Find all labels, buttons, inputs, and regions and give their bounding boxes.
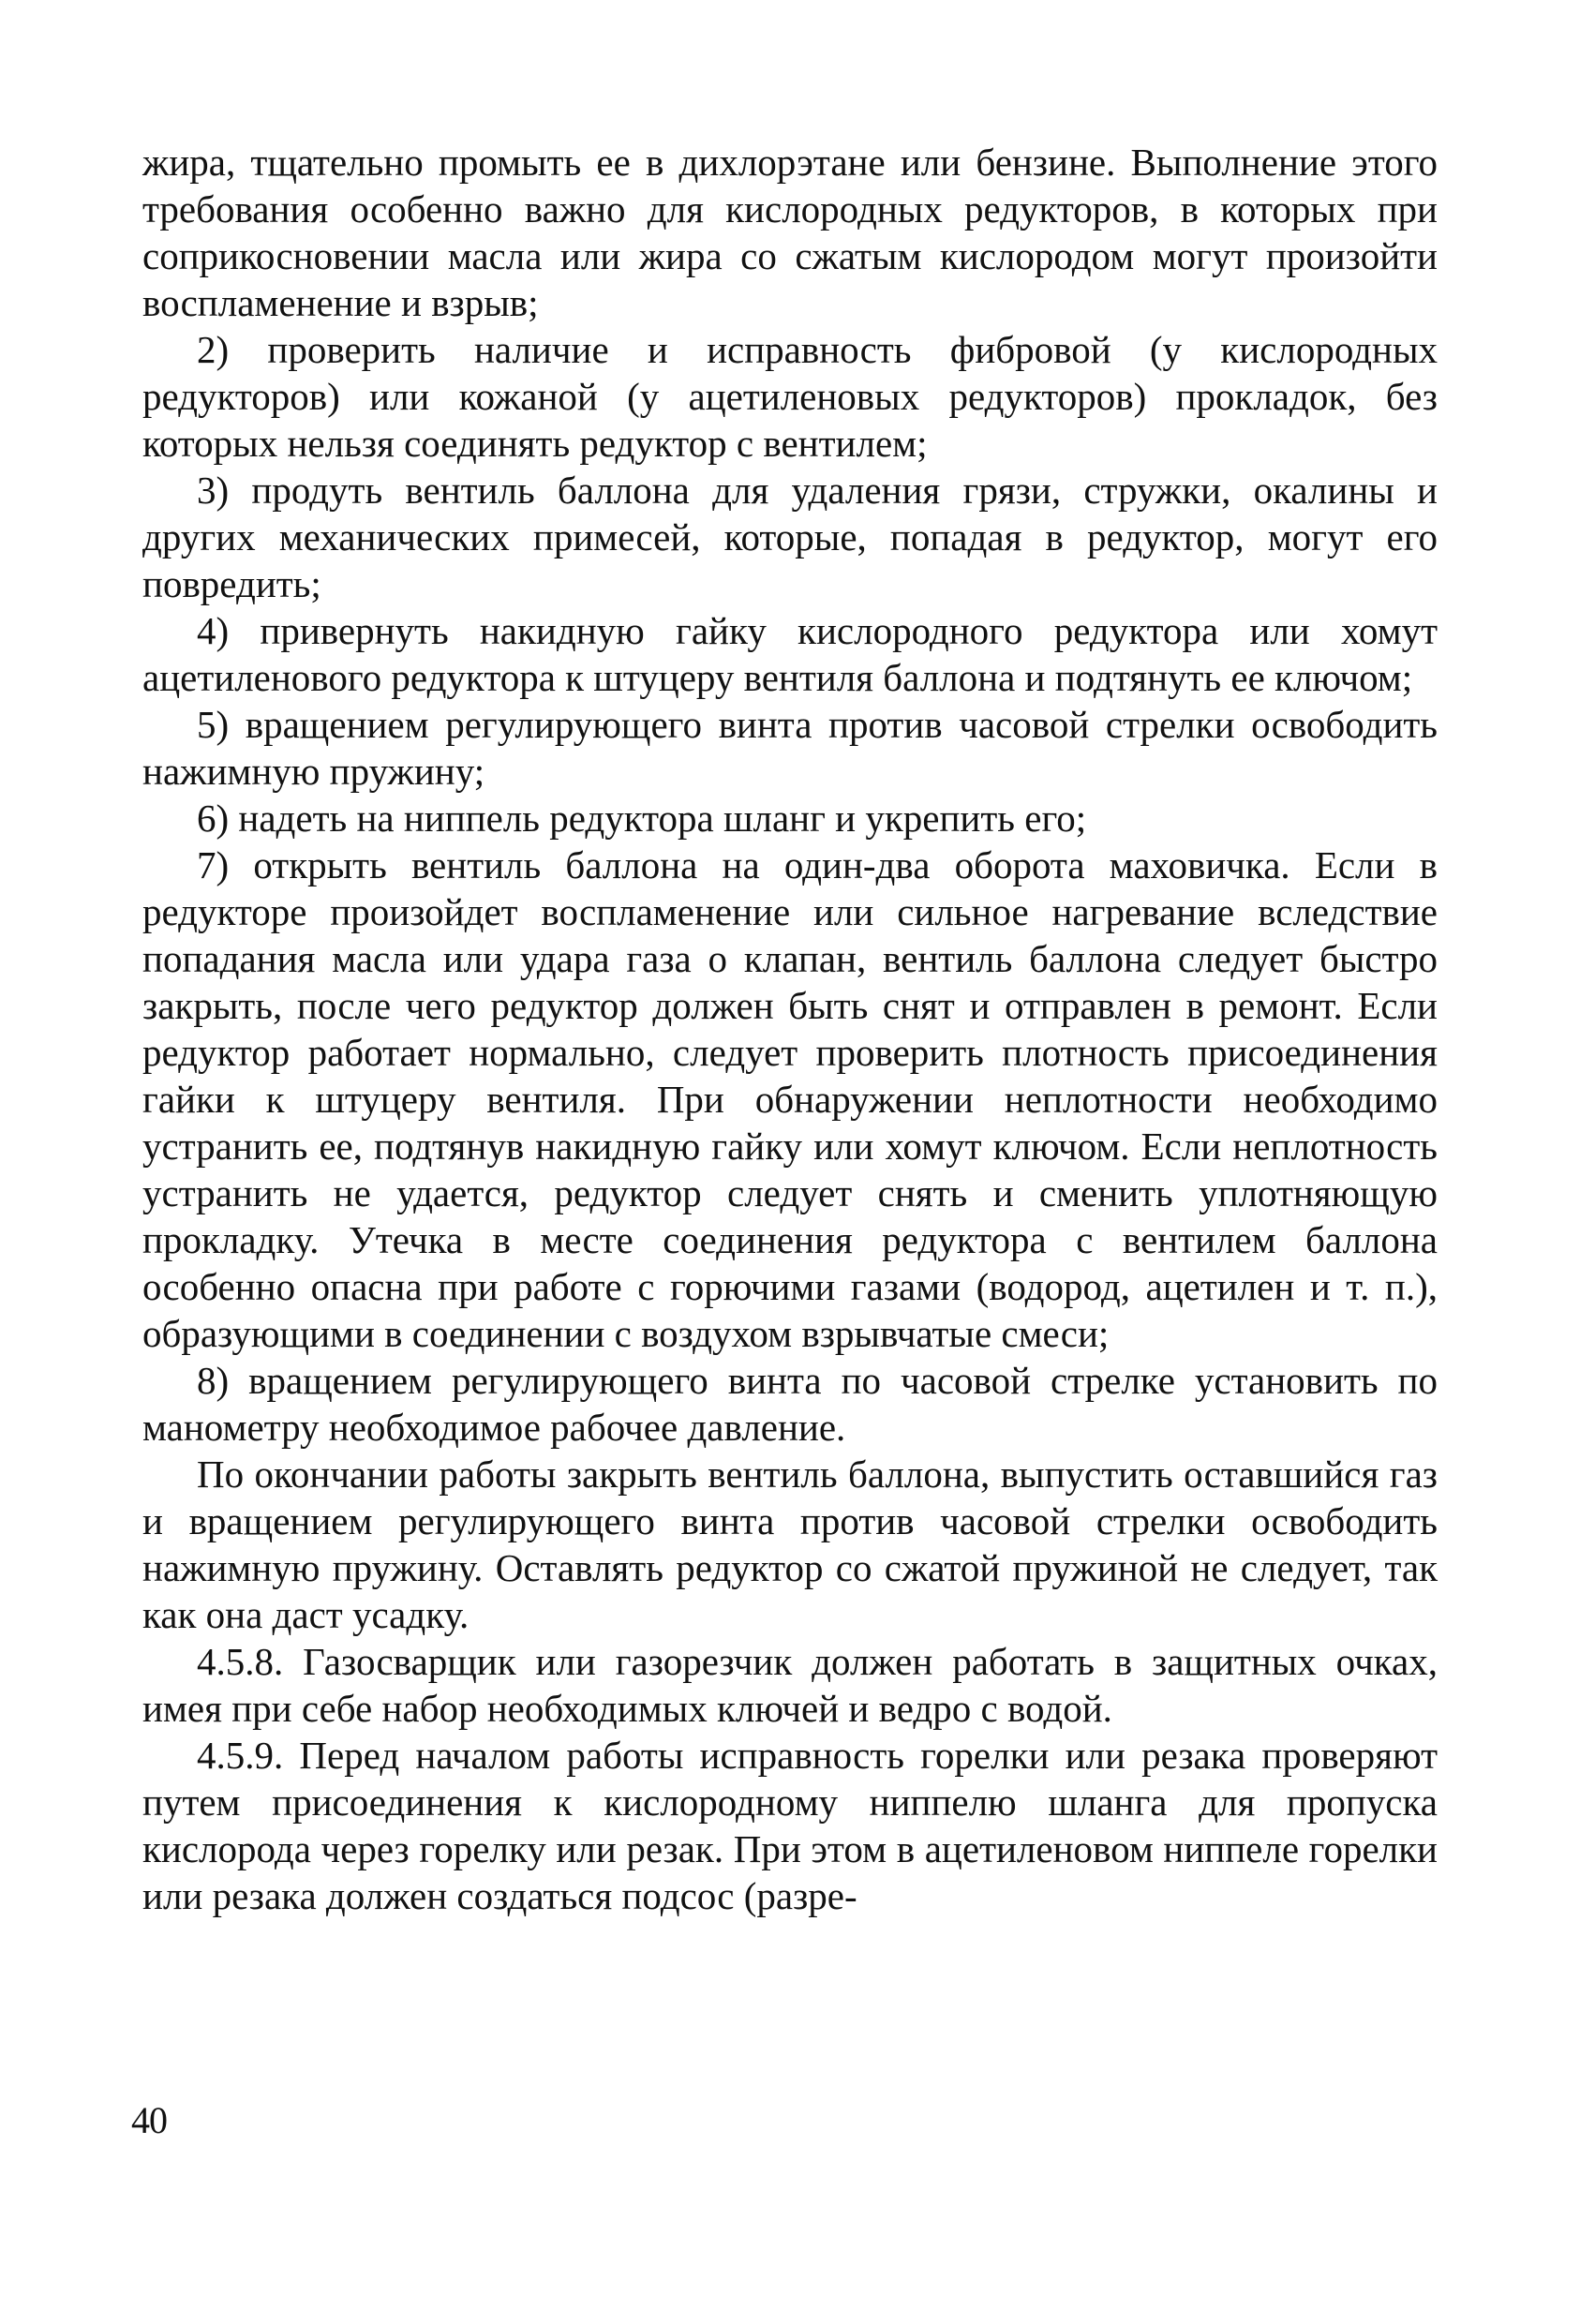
paragraph-item-3: 3) продуть вентиль баллона для удаления грязи, стружки, окалины и других механических примесей, которые, попадая в редуктор, могут его повредить; — [142, 469, 1438, 605]
page-body — [142, 139, 1438, 1919]
paragraph-section-4-5-8: 4.5.8. Газосварщик или газорезчик должен работать в защитных очках, имея при себе набор необходимых ключей и ведро с водой. — [142, 1640, 1438, 1730]
page-number: 40 — [131, 2099, 167, 2141]
paragraph-item-7: 7) открыть вентиль баллона на один-два оборота маховичка. Если в редукторе произойдет воспламенение или сильное нагревание вследствие попадания масла или удара газа о клапан, вентиль баллона следует быстро закрыть, после чего редуктор должен быть снят и отправлен в ремонт. Если редуктор работает нормально, следует проверить плотность присоединения гайки к штуцеру вентиля. При обнаружении неплотности необходимо устранить ее, подтянув накидную гайку или хомут ключом. Если неплотность устранить не удается, редуктор следует снять и сменить уплотняющую прокладку. Утечка в месте соединения редуктора с вентилем баллона особенно опасна при работе с горючими газами (водород, ацетилен и т. п.), образующими в соединении с воздухом взрывчатые смеси; — [142, 843, 1438, 1355]
paragraph-item-2: 2) проверить наличие и исправность фибровой (у кислородных редукторов) или кожаной (у ацетиленовых редукторов) прокладок, без которых нельзя соединять редуктор с вентилем; — [142, 328, 1438, 465]
paragraph-section-4-5-9: 4.5.9. Перед началом работы исправность горелки или резака проверяют путем присоединения к кислородному ниппелю шланга для пропуска кислорода через горелку или резак. При этом в ацетиленовом ниппеле горелки или резака должен создаться подсос (разре- — [142, 1734, 1438, 1917]
paragraph-item-6: 6) надеть на ниппель редуктора шланг и укрепить его; — [197, 797, 1087, 840]
paragraph-item-4: 4) привернуть накидную гайку кислородного редуктора или хомут ацетиленового редуктора к штуцеру вентиля баллона и подтянуть ее ключом; — [142, 609, 1438, 699]
paragraph-item-5: 5) вращением регулирующего винта против часовой стрелки освободить нажимную пружину; — [142, 703, 1438, 793]
paragraph-continuation: жира, тщательно промыть ее в дихлорэтане или бензине. Выполнение этого требования особенно важно для кислородных редукторов, в которых при соприкосновении масла или жира со сжатым кислородом могут произойти воспламенение и взрыв; — [142, 141, 1438, 324]
paragraph-item-8: 8) вращением регулирующего винта по часовой стрелке установить по манометру необходимое рабочее давление. — [142, 1359, 1438, 1449]
paragraph-end-of-work: По окончании работы закрыть вентиль баллона, выпустить оставшийся газ и вращением регулирующего винта против часовой стрелки освободить нажимную пружину. Оставлять редуктор со сжатой пружиной не следует, так как она даст усадку. — [142, 1452, 1438, 1636]
